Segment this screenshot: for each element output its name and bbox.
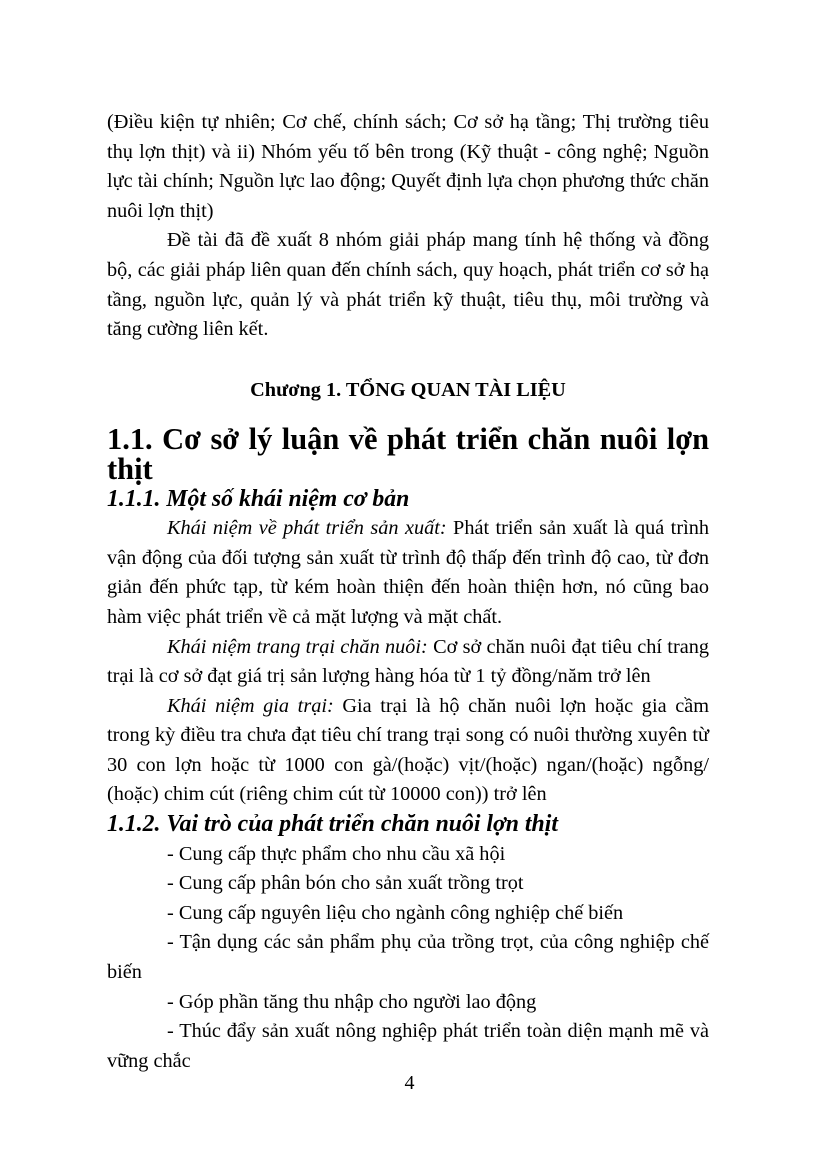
definition-term: Khái niệm gia trại: bbox=[167, 694, 334, 717]
role-list-item: - Thúc đẩy sản xuất nông nghiệp phát triển toàn diện mạnh mẽ và vững chắc bbox=[107, 1020, 709, 1072]
definition-production-development bbox=[107, 514, 709, 632]
definition-term: Khái niệm về phát triển sản xuất: bbox=[167, 517, 447, 540]
subsection-title-1-1-1: 1.1.1. Một số khái niệm cơ bản bbox=[107, 485, 410, 512]
page-number: 4 bbox=[404, 1072, 415, 1094]
page-content bbox=[107, 108, 709, 1076]
role-list-item: - Tận dụng các sản phẩm phụ của trồng trọt, của công nghiệp chế biến bbox=[107, 931, 709, 984]
section-title-1-1: 1.1. Cơ sở lý luận về phát triển chăn nuôi lợn thịt bbox=[107, 422, 709, 486]
role-list-item: - Cung cấp nguyên liệu cho ngành công nghiệp chế biến bbox=[167, 901, 624, 924]
intro-paragraph-2: Đề tài đã đề xuất 8 nhóm giải pháp mang tính hệ thống và đồng bộ, các giải pháp liên quan đến chính sách, quy hoạch, phát triển cơ sở hạ tầng, nguồn lực, quản lý và phát triển kỹ thuật, tiêu thụ, môi trường và tăng cường liên kết. bbox=[107, 229, 709, 341]
definition-text: Cơ sở chăn nuôi đạt tiêu chí trang trại là cơ sở đạt giá trị sản lượng hàng hóa từ 1 tỷ đồng/năm trở lên bbox=[107, 635, 709, 688]
definition-text: Gia trại là hộ chăn nuôi lợn hoặc gia cầm trong kỳ điều tra chưa đạt tiêu chí trang trại song có nuôi thường xuyên từ 30 con lợn hoặc từ 1000 con gà/(hoặc) vịt/(hoặc) ngan/(hoặc) ngỗng/ (hoặc) chim cút (riêng chim cút từ 10000 con)) trở lên bbox=[107, 694, 709, 806]
role-list-item: - Cung cấp phân bón cho sản xuất trồng trọt bbox=[167, 872, 524, 895]
chapter-title: Chương 1. TỔNG QUAN TÀI LIỆU bbox=[250, 378, 566, 401]
definition-livestock-farm bbox=[107, 633, 709, 692]
role-list-item: - Góp phần tăng thu nhập cho người lao động bbox=[167, 990, 537, 1013]
definition-term: Khái niệm trang trại chăn nuôi: bbox=[167, 635, 428, 658]
definition-household-farm bbox=[107, 692, 709, 810]
subsection-title-1-1-2: 1.1.2. Vai trò của phát triển chăn nuôi lợn thịt bbox=[107, 811, 558, 838]
definition-text: Phát triển sản xuất là quá trình vận động của đối tượng sản xuất từ trình độ thấp đến trình độ cao, từ đơn giản đến phức tạp, từ kém hoàn thiện đến hoàn thiện hơn, nó cũng bao hàm việc phát triển về cả mặt lượng và mặt chất. bbox=[107, 517, 709, 628]
role-list-item: - Cung cấp thực phẩm cho nhu cầu xã hội bbox=[167, 842, 506, 865]
intro-paragraph-1: (Điều kiện tự nhiên; Cơ chế, chính sách; Cơ sở hạ tầng; Thị trường tiêu thụ lợn thịt) và ii) Nhóm yếu tố bên trong (Kỹ thuật - công nghệ; Nguồn lực tài chính; Nguồn lực lao động; Quyết định lựa chọn phương thức chăn nuôi lợn thịt) bbox=[107, 111, 709, 222]
